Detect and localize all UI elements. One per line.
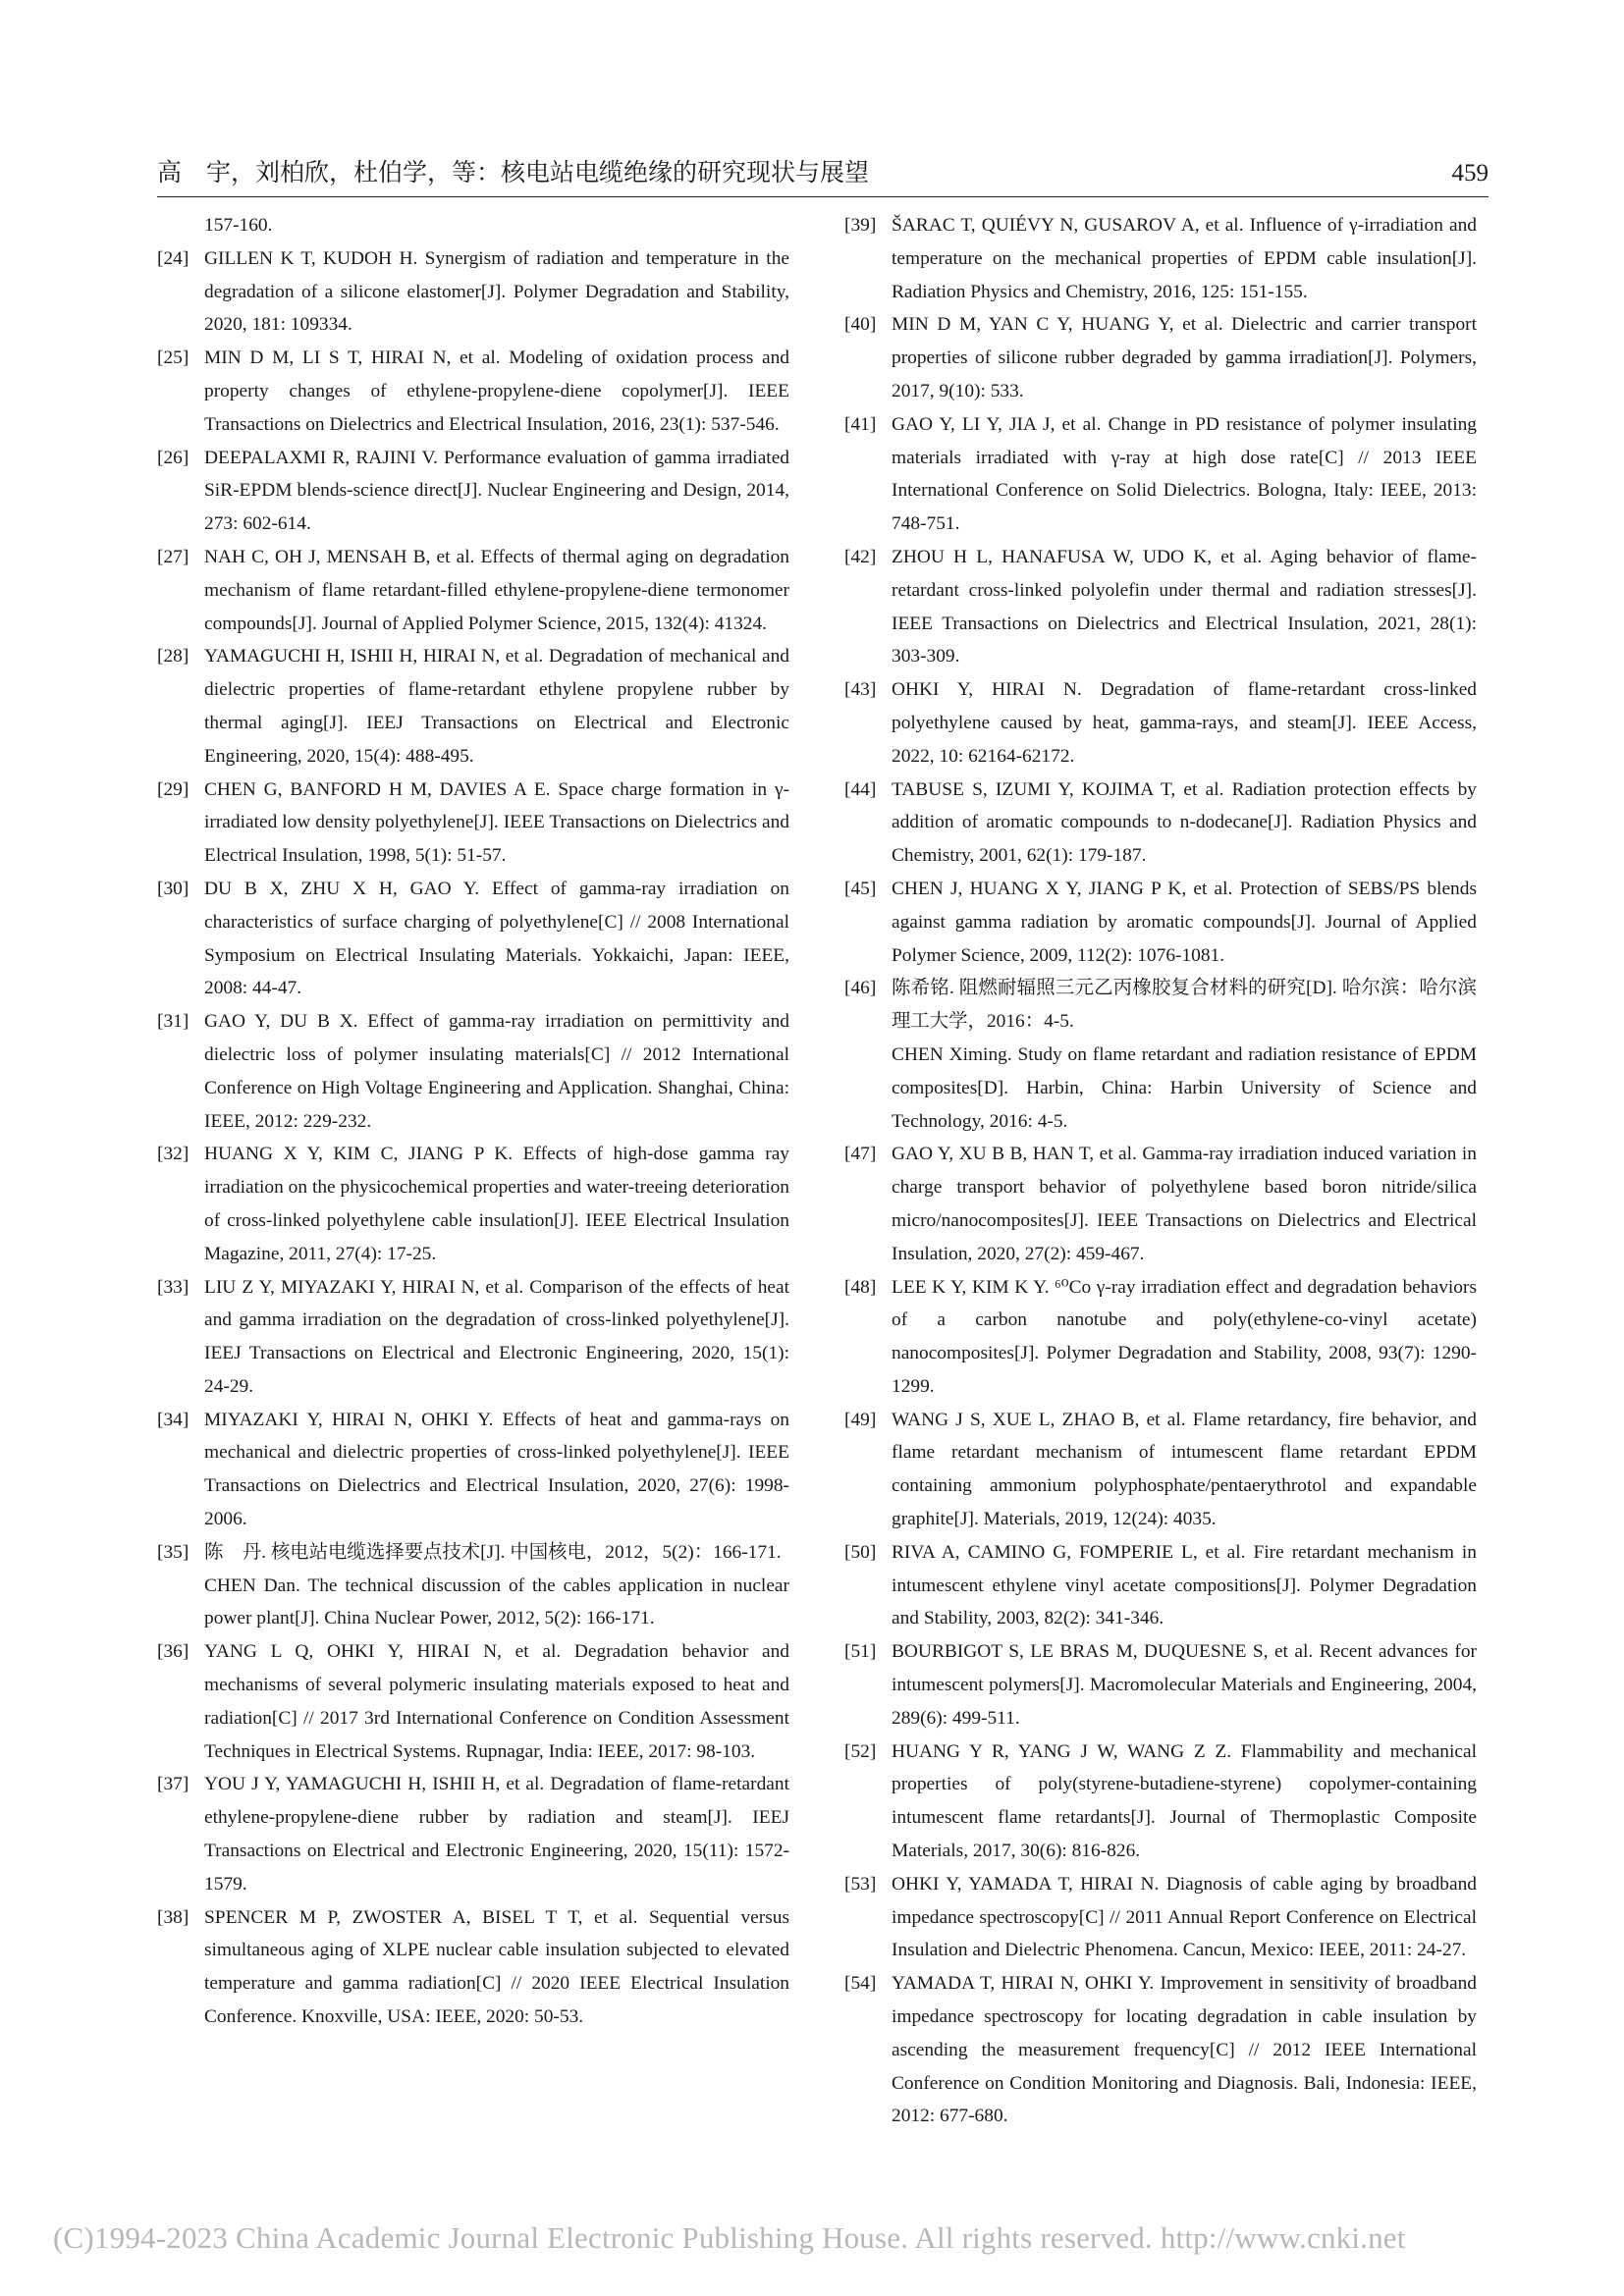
reference-item <box>157 1005 789 1138</box>
reference-number: [28] <box>157 646 189 667</box>
reference-item <box>844 408 1477 541</box>
reference-number: [24] <box>157 247 189 269</box>
reference-text: YANG L Q, OHKI Y, HIRAI N, et al. Degradation behavior and mechanisms of several polymeric insulating materials exposed to heat and radiation[C] // 2017 3rd International Conference on Condition Assessment Techniques in Electrical Systems. Rupnagar, India: IEEE, 2017: 98-103. <box>204 1641 789 1762</box>
reference-item <box>844 1635 1477 1735</box>
reference-item <box>157 1271 789 1404</box>
reference-number: [41] <box>844 413 877 435</box>
reference-text: RIVA A, CAMINO G, FOMPERIE L, et al. Fire retardant mechanism in intumescent ethylene vinyl acetate compositions[J]. Polymer Degradation and Stability, 2003, 82(2): 341-346. <box>892 1541 1477 1629</box>
reference-item <box>844 209 1477 308</box>
reference-continuation <box>157 209 789 242</box>
reference-number: [52] <box>844 1740 877 1762</box>
reference-column-right <box>844 209 1477 2133</box>
reference-item <box>157 242 789 342</box>
reference-number: [27] <box>157 546 189 567</box>
reference-text: TABUSE S, IZUMI Y, KOJIMA T, et al. Radiation protection effects by addition of aromatic compounds to n-dodecane[J]. Radiation Physics and Chemistry, 2001, 62(1): 179-187. <box>892 778 1477 867</box>
reference-number: [33] <box>157 1276 189 1298</box>
running-title: 高 宇，刘柏欣，杜伯学，等：核电站电缆绝缘的研究现状与展望 <box>157 160 870 187</box>
reference-item <box>844 1735 1477 1868</box>
reference-text: YAMADA T, HIRAI N, OHKI Y. Improvement in sensitivity of broadband impedance spectroscopy for locating degradation in cable insulation by ascending the measurement frequency[C] // 2012 IEEE International Conference on Condition Monitoring and Diagnosis. Bali, Indonesia: IEEE, 2012: 677-680. <box>892 1973 1477 2127</box>
reference-text: MIN D M, LI S T, HIRAI N, et al. Modeling of oxidation process and property changes of ethylene-propylene-diene copolymer[J]. IEEE Transactions on Dielectrics and Electrical Insulation, 2016, 23(1): 537-546. <box>204 347 789 435</box>
reference-item <box>157 774 789 873</box>
reference-english-translation: CHEN Dan. The technical discussion of the cables application in nuclear power plant[J]. China Nuclear Power, 2012, 5(2): 166-171. <box>204 1575 789 1629</box>
reference-number: [44] <box>844 778 877 800</box>
reference-item <box>844 673 1477 773</box>
reference-item <box>157 1404 789 1536</box>
reference-item <box>844 1271 1477 1404</box>
reference-text: SPENCER M P, ZWOSTER A, BISEL T T, et al. Sequential versus simultaneous aging of XLPE nuclear cable insulation subjected to elevated temperature and gamma radiation[C] // 2020 IEEE Electrical Insulation Conference. Knoxville, USA: IEEE, 2020: 50-53. <box>204 1906 789 2028</box>
reference-item <box>157 442 789 541</box>
reference-text: GAO Y, XU B B, HAN T, et al. Gamma-ray irradiation induced variation in charge transport behavior of polyethylene based boron nitride/silica micro/nanocomposites[J]. IEEE Transactions on Dielectrics and Electrical Insulation, 2020, 27(2): 459-467. <box>892 1144 1477 1264</box>
reference-text: NAH C, OH J, MENSAH B, et al. Effects of thermal aging on degradation mechanism of flame retardant-filled ethylene-propylene-diene termonomer compounds[J]. Journal of Applied Polymer Science, 2015, 132(4): 41324. <box>204 546 789 634</box>
page-header <box>157 157 1489 190</box>
reference-number: [54] <box>844 1973 877 1995</box>
reference-item <box>157 873 789 1005</box>
reference-item <box>844 873 1477 972</box>
reference-number: [53] <box>844 1873 877 1895</box>
reference-text: YAMAGUCHI H, ISHII H, HIRAI N, et al. Degradation of mechanical and dielectric properties of flame-retardant ethylene propylene rubber by thermal aging[J]. IEEJ Transactions on Electrical and Electronic Engineering, 2020, 15(4): 488-495. <box>204 646 789 767</box>
reference-item <box>844 308 1477 407</box>
reference-text: HUANG X Y, KIM C, JIANG P K. Effects of high-dose gamma ray irradiation on the physicochemical properties and water-treeing deterioration of cross-linked polyethylene cable insulation[J]. IEEE Electrical Insulation Magazine, 2011, 27(4): 17-25. <box>204 1144 789 1264</box>
reference-number: [50] <box>844 1541 877 1563</box>
reference-text: DEEPALAXMI R, RAJINI V. Performance evaluation of gamma irradiated SiR-EPDM blends-science direct[J]. Nuclear Engineering and Design, 2014, 273: 602-614. <box>204 447 789 535</box>
reference-item <box>844 1536 1477 1635</box>
reference-text: YOU J Y, YAMAGUCHI H, ISHII H, et al. Degradation of flame-retardant ethylene-propylene-diene rubber by radiation and steam[J]. IEEJ Transactions on Electrical and Electronic Engineering, 2020, 15(11): 1572-1579. <box>204 1774 789 1895</box>
reference-text: LIU Z Y, MIYAZAKI Y, HIRAI N, et al. Comparison of the effects of heat and gamma irradiation on the degradation of cross-linked polyethylene[J]. IEEJ Transactions on Electrical and Electronic Engineering, 2020, 15(1): 24-29. <box>204 1276 789 1397</box>
reference-number: [45] <box>844 878 877 899</box>
reference-item <box>157 1635 789 1768</box>
reference-text: GAO Y, DU B X. Effect of gamma-ray irradiation on permittivity and dielectric loss of polymer insulating materials[C] // 2012 International Conference on High Voltage Engineering and Application. Shanghai, China: IEEE, 2012: 229-232. <box>204 1011 789 1132</box>
reference-text: MIN D M, YAN C Y, HUANG Y, et al. Dielectric and carrier transport properties of silicone rubber degraded by gamma irradiation[J]. Polymers, 2017, 9(10): 533. <box>892 314 1477 401</box>
reference-number: [51] <box>844 1641 877 1663</box>
reference-text: 陈希铭. 阻燃耐辐照三元乙丙橡胶复合材料的研究[D]. 哈尔滨：哈尔滨理工大学，2016：4-5. <box>892 978 1477 1033</box>
reference-number: [47] <box>844 1144 877 1165</box>
reference-item <box>844 1868 1477 1967</box>
reference-number: [37] <box>157 1774 189 1795</box>
reference-item <box>844 541 1477 673</box>
reference-number: [38] <box>157 1906 189 1928</box>
reference-text: 157-160. <box>204 215 273 236</box>
reference-text: DU B X, ZHU X H, GAO Y. Effect of gamma-ray irradiation on characteristics of surface charging of polyethylene[C] // 2008 International Symposium on Electrical Insulating Materials. Yokkaichi, Japan: IEEE, 2008: 44-47. <box>204 878 789 999</box>
reference-number: [29] <box>157 778 189 800</box>
reference-text: MIYAZAKI Y, HIRAI N, OHKI Y. Effects of heat and gamma-rays on mechanical and dielectric properties of cross-linked polyethylene[J]. IEEE Transactions on Dielectrics and Electrical Insulation, 2020, 27(6): 1998-2006. <box>204 1409 789 1530</box>
reference-number: [30] <box>157 878 189 899</box>
reference-english-translation: CHEN Ximing. Study on flame retardant and radiation resistance of EPDM composites[D]. Harbin, China: Harbin University of Science and Technology, 2016: 4-5. <box>892 1043 1477 1132</box>
reference-text: GILLEN K T, KUDOH H. Synergism of radiation and temperature in the degradation of a silicone elastomer[J]. Polymer Degradation and Stability, 2020, 181: 109334. <box>204 247 789 336</box>
copyright-footer: (C)1994-2023 China Academic Journal Electronic Publishing House. All rights reserved. http://www.cnki.net <box>53 2220 1406 2255</box>
reference-text: ŠARAC T, QUIÉVY N, GUSAROV A, et al. Influence of γ-irradiation and temperature on the mechanical properties of EPDM cable insulation[J]. Radiation Physics and Chemistry, 2016, 125: 151-155. <box>892 215 1477 302</box>
reference-text: CHEN J, HUANG X Y, JIANG P K, et al. Protection of SEBS/PS blends against gamma radiation by aromatic compounds[J]. Journal of Applied Polymer Science, 2009, 112(2): 1076-1081. <box>892 878 1477 966</box>
reference-item <box>844 1967 1477 2133</box>
reference-item <box>844 1138 1477 1270</box>
reference-item <box>157 1768 789 1900</box>
reference-text: OHKI Y, HIRAI N. Degradation of flame-retardant cross-linked polyethylene caused by heat, gamma-rays, and steam[J]. IEEE Access, 2022, 10: 62164-62172. <box>892 679 1477 767</box>
reference-number: [31] <box>157 1011 189 1033</box>
reference-number: [46] <box>844 978 877 999</box>
reference-item <box>157 541 789 640</box>
reference-text: ZHOU H L, HANAFUSA W, UDO K, et al. Aging behavior of flame-retardant cross-linked polyolefin under thermal and radiation stresses[J]. IEEE Transactions on Dielectrics and Electrical Insulation, 2021, 28(1): 303-309. <box>892 546 1477 667</box>
reference-text: GAO Y, LI Y, JIA J, et al. Change in PD resistance of polymer insulating materials irradiated with γ-ray at high dose rate[C] // 2013 IEEE International Conference on Solid Dielectrics. Bologna, Italy: IEEE, 2013: 748-751. <box>892 413 1477 535</box>
reference-number: [25] <box>157 347 189 369</box>
reference-number: [43] <box>844 679 877 701</box>
reference-item <box>157 342 789 441</box>
reference-text: 陈 丹. 核电站电缆选择要点技术[J]. 中国核电，2012，5(2)：166-171. <box>204 1541 782 1563</box>
reference-text: BOURBIGOT S, LE BRAS M, DUQUESNE S, et al. Recent advances for intumescent polymers[J]. Macromolecular Materials and Engineering, 2004, 289(6): 499-511. <box>892 1641 1477 1729</box>
reference-item <box>157 1901 789 2034</box>
reference-number: [48] <box>844 1276 877 1298</box>
reference-number: [42] <box>844 546 877 567</box>
reference-item <box>157 1138 789 1270</box>
reference-number: [40] <box>844 314 877 336</box>
reference-column-left <box>157 209 789 2034</box>
reference-text: OHKI Y, YAMADA T, HIRAI N. Diagnosis of cable aging by broadband impedance spectroscopy[C] // 2011 Annual Report Conference on Electrical Insulation and Dielectric Phenomena. Cancun, Mexico: IEEE, 2011: 24-27. <box>892 1873 1477 1961</box>
reference-number: [32] <box>157 1144 189 1165</box>
page-number: 459 <box>1451 160 1489 187</box>
header-rule <box>157 196 1489 197</box>
reference-text: LEE K Y, KIM K Y. ⁶⁰Co γ-ray irradiation effect and degradation behaviors of a carbon nanotube and poly(ethylene-co-vinyl acetate) nanocomposites[J]. Polymer Degradation and Stability, 2008, 93(7): 1290-1299. <box>892 1276 1477 1397</box>
reference-text: WANG J S, XUE L, ZHAO B, et al. Flame retardancy, fire behavior, and flame retardant mechanism of intumescent flame retardant EPDM containing ammonium polyphosphate/pentaerythrotol and expandable graphite[J]. Materials, 2019, 12(24): 4035. <box>892 1409 1477 1530</box>
reference-item <box>844 774 1477 873</box>
reference-text: CHEN G, BANFORD H M, DAVIES A E. Space charge formation in γ-irradiated low density polyethylene[J]. IEEE Transactions on Dielectrics and Electrical Insulation, 1998, 5(1): 51-57. <box>204 778 789 867</box>
reference-number: [39] <box>844 215 877 236</box>
reference-item <box>157 640 789 773</box>
reference-number: [49] <box>844 1409 877 1430</box>
reference-number: [36] <box>157 1641 189 1663</box>
reference-number: [26] <box>157 447 189 468</box>
reference-item <box>844 1404 1477 1536</box>
reference-number: [34] <box>157 1409 189 1430</box>
reference-number: [35] <box>157 1541 189 1563</box>
reference-text: HUANG Y R, YANG J W, WANG Z Z. Flammability and mechanical properties of poly(styrene-butadiene-styrene) copolymer-containing intumescent flame retardants[J]. Journal of Thermoplastic Composite Materials, 2017, 30(6): 816-826. <box>892 1740 1477 1862</box>
reference-item <box>844 972 1477 1138</box>
reference-item <box>157 1536 789 1635</box>
